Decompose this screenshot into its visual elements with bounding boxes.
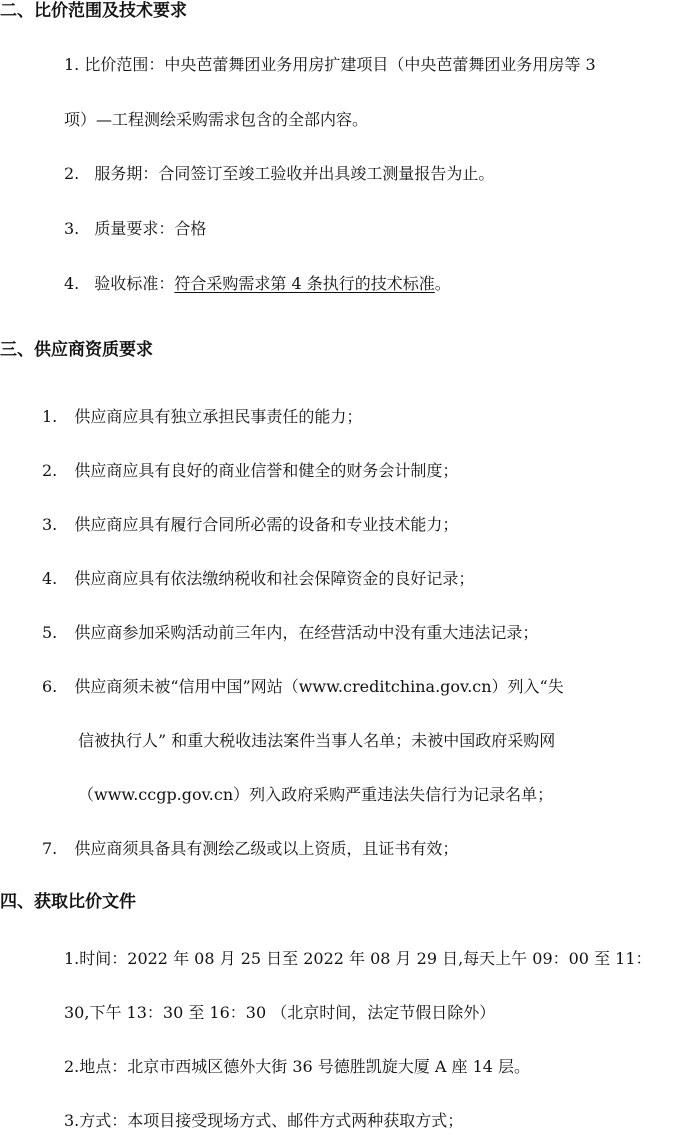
item-text: 质量要求：合格: [94, 219, 207, 238]
item-number: 4.: [64, 274, 80, 293]
item-number: 4.: [42, 569, 58, 588]
section-heading-obtain-documents: 四、获取比价文件: [0, 892, 136, 912]
item-number: 5.: [42, 623, 58, 642]
item-text: 供应商应具有独立承担民事责任的能力；: [74, 407, 363, 426]
item-text: 供应商应具有依法缴纳税收和社会保障资金的良好记录；: [74, 569, 475, 588]
item-number: 3.: [64, 219, 80, 238]
qualification-item-6-line-3: （www.ccgp.gov.cn）列入政府采购严重违法失信行为记录名单；: [78, 785, 554, 804]
item-tail: 。: [434, 274, 451, 293]
scope-item-3: [64, 218, 206, 240]
qualification-item-7: [42, 838, 458, 860]
qualification-item-5: [42, 622, 538, 644]
qualification-item-6-line-2: 信被执行人” 和重大税收违法案件当事人名单；未被中国政府采购网: [78, 731, 556, 750]
qualification-item-6-line-1: [42, 676, 564, 698]
item-number: 7.: [42, 839, 58, 858]
scope-item-1-line-2: 项）—工程测绘采购需求包含的全部内容。: [64, 110, 369, 129]
qualification-item-4: [42, 568, 474, 590]
section-heading-scope: 二、比价范围及技术要求: [0, 1, 187, 21]
item-text: 供应商应具有良好的商业信誉和健全的财务会计制度；: [74, 461, 459, 480]
item-label: 验收标准：: [94, 274, 175, 293]
item-number: 2.: [64, 164, 80, 183]
qualification-item-3: [42, 514, 458, 536]
item-text: 供应商应具有履行合同所必需的设备和专业技术能力；: [74, 515, 459, 534]
standard-link[interactable]: 符合采购需求第 4 条执行的技术标准: [174, 274, 435, 293]
item-text: 供应商须未被“信用中国”网站（www.creditchina.gov.cn）列入“失: [74, 677, 564, 696]
qualification-item-1: [42, 406, 362, 428]
qualification-item-2: [42, 460, 458, 482]
item-text: 供应商须具备具有测绘乙级或以上资质，且证书有效；: [74, 839, 459, 858]
item-number: 3.: [42, 515, 58, 534]
scope-item-2: [64, 163, 494, 185]
scope-item-4: [64, 273, 451, 295]
section-heading-qualification: 三、供应商资质要求: [0, 340, 153, 360]
item-text: 供应商参加采购活动前三年内，在经营活动中没有重大违法记录；: [74, 623, 539, 642]
obtain-item-1-line-2: 30,下午 13：30 至 16：30 （北京时间，法定节假日除外）: [64, 1003, 496, 1022]
item-text: 服务期：合同签订至竣工验收并出具竣工测量报告为止。: [94, 164, 495, 183]
item-number: 1.: [42, 407, 58, 426]
obtain-item-1-line-1: 1.时间：2022 年 08 月 25 日至 2022 年 08 月 29 日,每天上午 09：00 至 11：: [64, 949, 652, 968]
scope-item-1-line-1: 1. 比价范围：中央芭蕾舞团业务用房扩建项目（中央芭蕾舞团业务用房等 3: [64, 55, 596, 74]
obtain-item-2: 2.地点：北京市西城区德外大街 36 号德胜凯旋大厦 A 座 14 层。: [64, 1057, 531, 1076]
obtain-item-3: 3.方式：本项目接受现场方式、邮件方式两种获取方式；: [64, 1111, 464, 1130]
item-number: 2.: [42, 461, 58, 480]
item-number: 6.: [42, 677, 58, 696]
